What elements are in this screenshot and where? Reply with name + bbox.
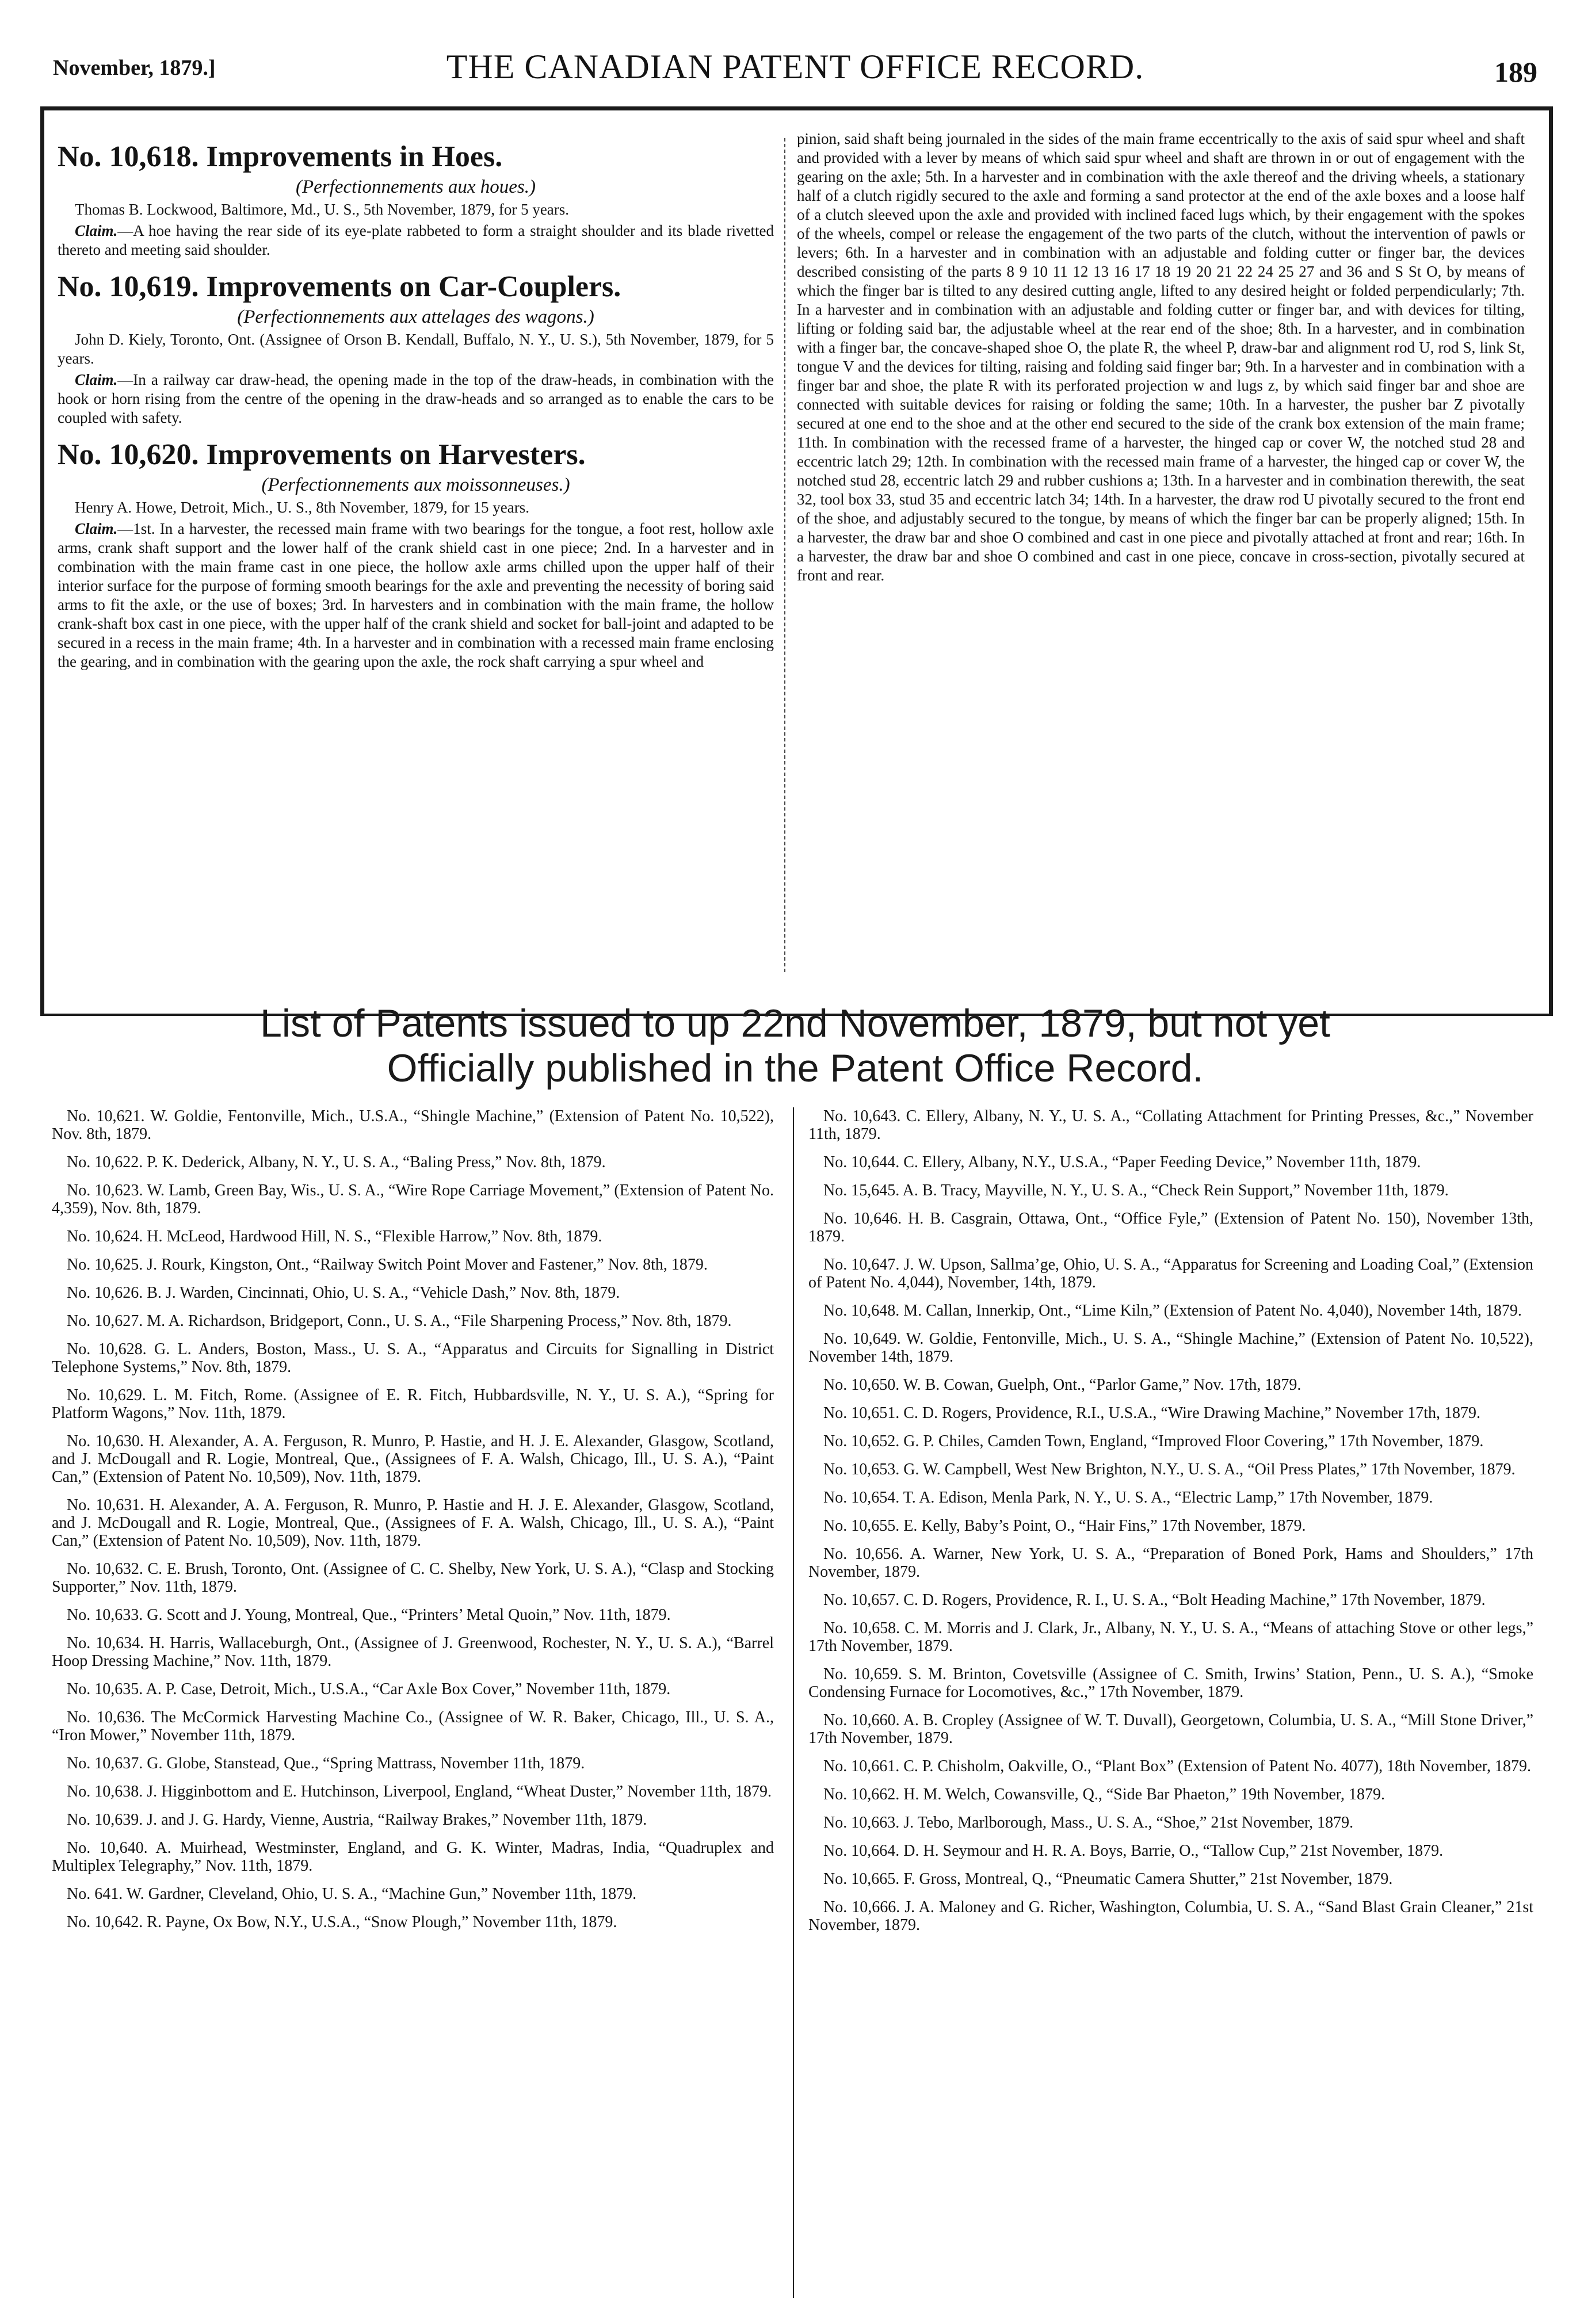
patent-list-entry: No. 10,630. H. Alexander, A. A. Ferguson, R. Munro, P. Hastie, and H. J. E. Alexander, Glasgow, Scotland, and J. McDougall and R. Logie, Montreal, Que., (Assignees of F. A. Walsh, Chicago, Ill., U. S. A.), “Paint Can,” (Extension of Patent No. 10,509), Nov. 11th, 1879. (52, 1432, 774, 1486)
patent-list-entry: No. 10,642. R. Payne, Ox Bow, N.Y., U.S.A., “Snow Plough,” November 11th, 1879. (67, 1913, 617, 1931)
patent-list-entry: No. 10,635. A. P. Case, Detroit, Mich., U.S.A., “Car Axle Box Cover,” November 11th, 1879. (67, 1680, 671, 1698)
patent-list-left (52, 1107, 774, 1941)
patent-list-entry: No. 10,665. F. Gross, Montreal, Q., “Pneumatic Camera Shutter,” 21st November, 1879. (823, 1870, 1393, 1888)
patent-claim (58, 519, 774, 671)
patent-list-entry: No. 10,647. J. W. Upson, Sallma’ge, Ohio, U. S. A., “Apparatus for Screening and Loading Coal,” (Extension of Patent No. 4,044), November, 14th, 1879. (808, 1256, 1533, 1291)
patent-inventor: John D. Kiely, Toronto, Ont. (Assignee of Orson B. Kendall, Buffalo, N. Y., U. S.), 5th November, 1879, for 5 years. (58, 331, 774, 367)
patent-list-entry: No. 10,631. H. Alexander, A. A. Ferguson, R. Munro, P. Hastie and H. J. E. Alexander, Glasgow, Scotland, and J. McDougall and R. Logie, Montreal, Que., (Assignees of F. A. Walsh, Chicago, Ill., U. S. A.), “Paint Can,” (Extension of Patent No. 10,509), Nov. 11th, 1879. (52, 1496, 774, 1550)
patent-title: No. 10,619. Improvements on Car-Couplers. (58, 270, 621, 303)
patent-title: No. 10,620. Improvements on Harvesters. (58, 438, 586, 471)
issue-date: November, 1879.] (53, 56, 216, 80)
patent-list-entry: No. 10,637. G. Globe, Stanstead, Que., “Spring Mattrass, November 11th, 1879. (67, 1755, 585, 1772)
page-number: 189 (1494, 56, 1537, 88)
journal-title: THE CANADIAN PATENT OFFICE RECORD. (446, 48, 1144, 86)
patent-list-entry: No. 10,658. C. M. Morris and J. Clark, Jr., Albany, N. Y., U. S. A., “Means of attaching Stove or other legs,” 17th November, 1879. (808, 1619, 1533, 1655)
claim-label: Claim. (75, 222, 118, 239)
patent-subtitle: (Perfectionnements aux houes.) (296, 177, 536, 197)
claim-text: —A hoe having the rear side of its eye-plate rabbeted to form a straight shoulder and its blade rivetted thereto and meeting said shoulder. (58, 222, 774, 258)
patent-list-entry: No. 10,648. M. Callan, Innerkip, Ont., “Lime Kiln,” (Extension of Patent No. 4,040), November 14th, 1879. (823, 1302, 1522, 1320)
patent-list-entry: No. 10,629. L. M. Fitch, Rome. (Assignee of E. R. Fitch, Hubbardsville, N. Y., U. S. A.), “Spring for Platform Wagons,” Nov. 11th, 1879. (52, 1386, 774, 1422)
column-divider (784, 138, 785, 972)
patent-list-entry: No. 10,640. A. Muirhead, Westminster, England, and G. K. Winter, Madras, India, “Quadruplex and Multiplex Telegraphy,” Nov. 11th, 1879. (52, 1839, 774, 1875)
page-header (53, 47, 1537, 99)
patent-list-entry: No. 10,632. C. E. Brush, Toronto, Ont. (Assignee of C. C. Shelby, New York, U. S. A.), “Clasp and Stocking Supporter,” Nov. 11th, 1879. (52, 1560, 774, 1596)
patent-list-entry: No. 10,663. J. Tebo, Marlborough, Mass., U. S. A., “Shoe,” 21st November, 1879. (823, 1814, 1354, 1832)
patent-list-entry: No. 10,638. J. Higginbottom and E. Hutchinson, Liverpool, England, “Wheat Duster,” November 11th, 1879. (67, 1783, 772, 1801)
patent-list-entry: No. 10,626. B. J. Warden, Cincinnati, Ohio, U. S. A., “Vehicle Dash,” Nov. 8th, 1879. (67, 1284, 620, 1302)
patent-list-entry: No. 10,659. S. M. Brinton, Covetsville (Assignee of C. Smith, Irwins’ Station, Penn., U. S. A.), “Smoke Condensing Furnace for Locomotives, &c.,” 17th November, 1879. (808, 1665, 1533, 1701)
patent-subtitle: (Perfectionnements aux moissonneuses.) (261, 475, 570, 495)
patent-list-entry: No. 10,649. W. Goldie, Fentonville, Mich., U. S. A., “Shingle Machine,” (Extension of Patent No. 10,522), November 14th, 1879. (808, 1330, 1533, 1366)
patent-list-entry: No. 10,623. W. Lamb, Green Bay, Wis., U. S. A., “Wire Rope Carriage Movement,” (Extension of Patent No. 4,359), Nov. 8th, 1879. (52, 1182, 774, 1217)
list-heading (53, 1001, 1537, 1091)
patent-list-entry: No. 10,650. W. B. Cowan, Guelph, Ont., “Parlor Game,” Nov. 17th, 1879. (823, 1376, 1301, 1394)
claim-label: Claim. (75, 371, 118, 388)
patent-article (58, 270, 774, 427)
patent-list-entry: No. 10,662. H. M. Welch, Cowansville, Q., “Side Bar Phaeton,” 19th November, 1879. (823, 1786, 1385, 1803)
patent-list-right (808, 1107, 1533, 1944)
patent-list-entry: No. 10,639. J. and J. G. Hardy, Vienne, Austria, “Railway Brakes,” November 11th, 1879. (67, 1811, 647, 1829)
patent-list-entry: No. 15,645. A. B. Tracy, Mayville, N. Y., U. S. A., “Check Rein Support,” November 11th, 1879. (823, 1182, 1449, 1199)
patent-list-entry: No. 641. W. Gardner, Cleveland, Ohio, U. S. A., “Machine Gun,” November 11th, 1879. (67, 1885, 637, 1903)
patent-claim (58, 370, 774, 427)
list-column-divider (793, 1107, 794, 2298)
patent-list-entry: No. 10,655. E. Kelly, Baby’s Point, O., “Hair Fins,” 17th November, 1879. (823, 1517, 1306, 1535)
patent-subtitle: (Perfectionnements aux attelages des wagons.) (237, 307, 594, 327)
patent-title: No. 10,618. Improvements in Hoes. (58, 140, 503, 173)
patents-left-column (58, 129, 774, 671)
list-heading-line2: Officially published in the Patent Office Record. (387, 1046, 1204, 1090)
patent-list-entry: No. 10,646. H. B. Casgrain, Ottawa, Ont., “Office Fyle,” (Extension of Patent No. 150), November 13th, 1879. (808, 1210, 1533, 1245)
patent-list-entry: No. 10,621. W. Goldie, Fentonville, Mich., U.S.A., “Shingle Machine,” (Extension of Patent No. 10,522), Nov. 8th, 1879. (52, 1107, 774, 1143)
patent-list-entry: No. 10,666. J. A. Maloney and G. Richer, Washington, Columbia, U. S. A., “Sand Blast Grain Cleaner,” 21st November, 1879. (808, 1898, 1533, 1934)
patent-list-entry: No. 10,660. A. B. Cropley (Assignee of W. T. Duvall), Georgetown, Columbia, U. S. A., “Mill Stone Driver,” 17th November, 1879. (808, 1711, 1533, 1747)
patent-list-entry: No. 10,653. G. W. Campbell, West New Brighton, N.Y., U. S. A., “Oil Press Plates,” 17th November, 1879. (823, 1461, 1516, 1478)
patent-list-entry: No. 10,656. A. Warner, New York, U. S. A., “Preparation of Boned Pork, Hams and Shoulders,” 17th November, 1879. (808, 1545, 1533, 1581)
patent-article (58, 438, 774, 671)
patent-list-entry: No. 10,661. C. P. Chisholm, Oakville, O., “Plant Box” (Extension of Patent No. 4077), 18th November, 1879. (823, 1757, 1532, 1775)
patent-list-entry: No. 10,651. C. D. Rogers, Providence, R.I., U.S.A., “Wire Drawing Machine,” November 17th, 1879. (823, 1404, 1480, 1422)
patent-list-entry: No. 10,657. C. D. Rogers, Providence, R. I., U. S. A., “Bolt Heading Machine,” 17th November, 1879. (823, 1591, 1486, 1609)
patent-list-entry: No. 10,644. C. Ellery, Albany, N.Y., U.S.A., “Paper Feeding Device,” November 11th, 1879. (823, 1153, 1421, 1171)
claim-text: —In a railway car draw-head, the opening made in the top of the draw-heads, in combination with the hook or horn rising from the centre of the opening in the draw-heads and so arranged as to enable the cars to be coupled with safety. (58, 371, 774, 426)
patent-list-entry: No. 10,627. M. A. Richardson, Bridgeport, Conn., U. S. A., “File Sharpening Process,” Nov. 8th, 1879. (67, 1312, 732, 1330)
patent-article (58, 140, 774, 259)
patent-list-entry: No. 10,654. T. A. Edison, Menla Park, N. Y., U. S. A., “Electric Lamp,” 17th November, 1879. (823, 1489, 1433, 1507)
patent-inventor: Henry A. Howe, Detroit, Mich., U. S., 8th November, 1879, for 15 years. (75, 499, 530, 516)
patent-list-entry: No. 10,628. G. L. Anders, Boston, Mass., U. S. A., “Apparatus and Circuits for Signalling in District Telephone Systems,” Nov. 8th, 1879. (52, 1340, 774, 1376)
list-heading-line1: List of Patents issued to up 22nd November, 1879, but not yet (260, 1002, 1330, 1045)
patent-list-entry: No. 10,643. C. Ellery, Albany, N. Y., U. S. A., “Collating Attachment for Printing Presses, &c.,” November 11th, 1879. (808, 1107, 1533, 1143)
patents-right-column (797, 129, 1525, 585)
patent-list-entry: No. 10,634. H. Harris, Wallaceburgh, Ont., (Assignee of J. Greenwood, Rochester, N. Y., U. S. A.), “Barrel Hoop Dressing Machine,” Nov. 11th, 1879. (52, 1634, 774, 1670)
patent-list-entry: No. 10,625. J. Rourk, Kingston, Ont., “Railway Switch Point Mover and Fastener,” Nov. 8th, 1879. (67, 1256, 708, 1274)
claim-label: Claim. (75, 520, 118, 537)
patent-list-entry: No. 10,664. D. H. Seymour and H. R. A. Boys, Barrie, O., “Tallow Cup,” 21st November, 1879. (823, 1842, 1444, 1860)
claim-continuation: pinion, said shaft being journaled in the sides of the main frame eccentrically to the axis of said spur wheel and shaft and provided with a lever by means of which said spur wheel and shaft are thrown in or out of engagement with the gearing on the axle; 5th. In a harvester and in combination with the axle thereof and the driving wheels, a stationary half of a clutch rigidly secured to the axle and forming a sand protector at the end of the axle boxes and a loose half of a clutch sleeved upon the axle and provided with inclined faced lugs which, by their engagement with the spokes of the wheels, compel or release the engagement of the two parts of the clutch, without the intervention of pawls or levers; 6th. In a harvester and in combination with an adjustable and folding cutter or finger bar, the devices described consisting of the parts 8 9 10 11 12 13 16 17 18 19 20 21 22 24 25 27 and 36 and S St O, by means of which the finger bar is tilted to any desired cutting angle, lifted to any desired height or folded perpendicularly; 7th. In a harvester and in combination with an adjustable and folding cutter or finger bar, and with devices for tilting, lifting or folding said bar, the adjustable wheel at the rear end of the shoe; 8th. In a harvester, and in combination with a finger bar, the concave-shaped shoe O, the plate R, the wheel P, draw-bar and alignment rod U, rod S, link St, tongue V and the devices for tilting, raising and folding said finger bar; 9th. In a harvester and in combination with a finger bar and shoe, the plate R with its perforated projection w and lugs z, by which said finger bar and shoe are connected with suitable devices for raising or folding the same; 10th. In a harvester, the pusher bar Z pivotally secured at one end to the shoe and at the other end secured to the side of the crank box extension of the main frame; 11th. In combination with the recessed frame of a harvester, the hinged cap or cover W, the notched stud 28 and eccentric latch 29; 12th. In combination with the recessed main frame of a harvester, the hinged cap or cover W, the notched stud 28, eccentric latch 29 and rubber cushions a; 13th. In a harvester and in combination therewith, the seat 32, tool box 33, stud 35 and eccentric latch 34; 14th. In a harvester, the draw rod U pivotally secured to the front end of the shoe, and adjustably secured to the tongue, by means of which the finger bar can be properly aligned; 15th. In a harvester, the draw bar and shoe O combined and cast in one piece and pivotally attached at front and rear; 16th. In a harvester, the draw bar and shoe O combined and cast in one piece, concave in cross-section, pivotally secured at front and rear. (797, 130, 1525, 584)
patent-list-entry: No. 10,622. P. K. Dederick, Albany, N. Y., U. S. A., “Baling Press,” Nov. 8th, 1879. (67, 1153, 606, 1171)
patent-list-entry: No. 10,652. G. P. Chiles, Camden Town, England, “Improved Floor Covering,” 17th November, 1879. (823, 1432, 1484, 1450)
patent-list-entry: No. 10,624. H. McLeod, Hardwood Hill, N. S., “Flexible Harrow,” Nov. 8th, 1879. (67, 1228, 602, 1245)
patent-inventor: Thomas B. Lockwood, Baltimore, Md., U. S., 5th November, 1879, for 5 years. (75, 201, 570, 218)
patent-list-entry: No. 10,633. G. Scott and J. Young, Montreal, Que., “Printers’ Metal Quoin,” Nov. 11th, 1879. (67, 1606, 671, 1624)
patent-list-entry: No. 10,636. The McCormick Harvesting Machine Co., (Assignee of W. R. Baker, Chicago, Ill., U. S. A., “Iron Mower,” November 11th, 1879. (52, 1708, 774, 1744)
claim-text: —1st. In a harvester, the recessed main frame with two bearings for the tongue, a foot rest, hollow axle arms, crank shaft support and the lower half of the crank shield cast in one piece; 2nd. In a harvester and in combination with the main frame cast in one piece, the hollow axle arms chilled upon the upper half of their interior surface for the purpose of forming smooth bearings for the axle and preventing the necessity of boring said arms to fit the axle, or the use of boxes; 3rd. In harvesters and in combination with the main frame, the hollow crank-shaft box cast in one piece, with the upper half of the crank shield and socket for ball-joint and adapted to be secured in a recess in the main frame; 4th. In a harvester and in combination with a recessed main frame enclosing the gearing, and in combination with the gearing upon the axle, the rock shaft carrying a spur wheel and (58, 520, 774, 670)
patent-claim (58, 221, 774, 259)
